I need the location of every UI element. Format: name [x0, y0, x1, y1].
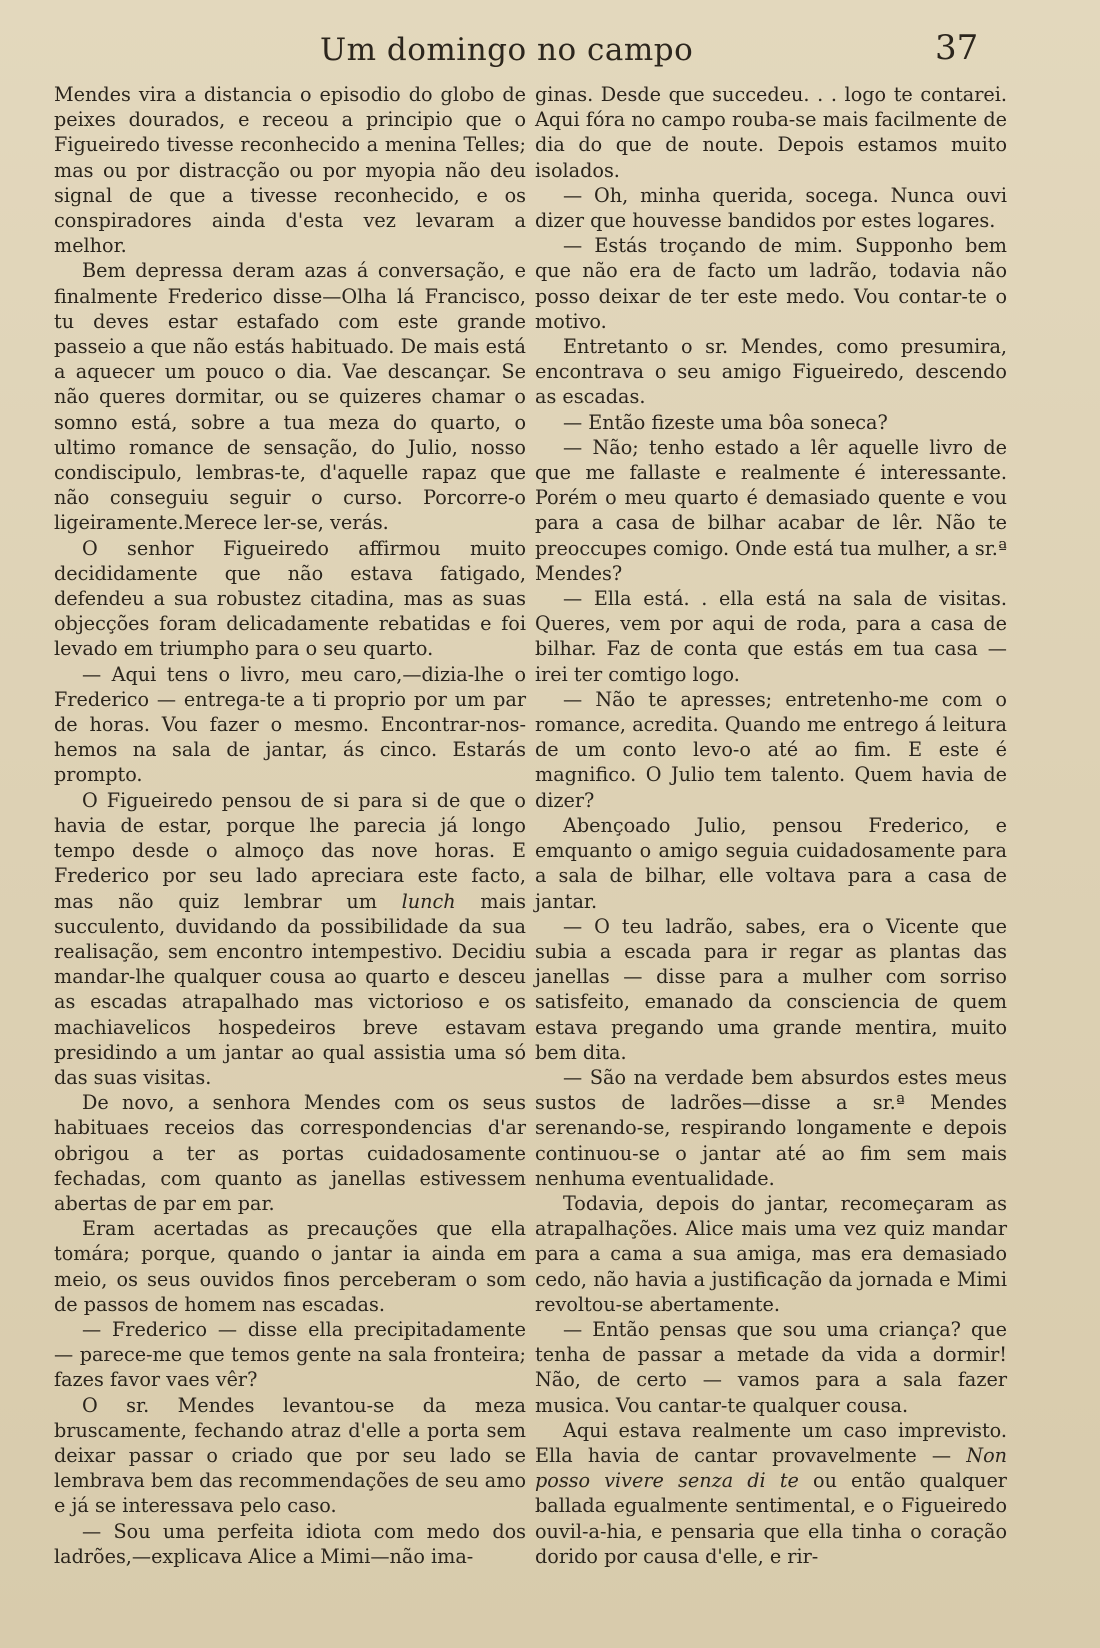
paragraph	[535, 183, 1007, 233]
paragraph-text: Mendes vira a distancia o episodio do globo de peixes dourados, e receou a principio que o Figueiredo tivesse reconhecido a menina Telles; mas ou por distracção ou por myopia não deu signal de que a tivesse reconhecido, e os conspiradores ainda d'esta vez levaram a melhor.	[54, 83, 526, 258]
paragraph-text: Todavia, depois do jantar, recomeçaram as atrapalhações. Alice mais uma vez quiz mandar para a cama a sua amiga, mas era demasiado cedo, não havia a justificação da jornada e Mimi revoltou-se abertamente.	[535, 1191, 1007, 1316]
paragraph	[535, 1191, 1007, 1317]
paragraph-text: — Oh, minha querida, socega. Nunca ouvi dizer que houvesse bandidos por estes logares.	[535, 183, 1007, 233]
paragraph	[535, 813, 1007, 914]
paragraph	[54, 82, 526, 258]
paragraph-text: — Frederico — disse ella precipitadamente — parece-me que temos gente na sala fronteira; fazes favor vaes vêr?	[54, 1317, 526, 1392]
left-column	[54, 82, 526, 1569]
paragraph-text: — O teu ladrão, sabes, era o Vicente que subia a escada para ir regar as plantas das janellas — disse para a mulher com sorriso satisfeito, emanado da consciencia de quem estava pregando uma grande mentira, muito bem dita.	[535, 914, 1007, 1064]
paragraph	[535, 82, 1007, 183]
paragraph-text: — Então pensas que sou uma criança? que tenha de passar a metade da vida a dormir! Não, de certo — vamos para a sala fazer musica. Vou cantar-te qualquer cousa.	[535, 1317, 1007, 1417]
paragraph	[535, 410, 1007, 435]
paragraph-text: — Sou uma perfeita idiota com medo dos ladrões,—explicava Alice a Mimi—não ima-	[54, 1519, 526, 1568]
paragraph	[54, 1393, 526, 1519]
paragraph	[535, 1317, 1007, 1418]
paragraph-text: Eram acertadas as precauções que ella tomára; porque, quando o jantar ia ainda em meio, os seus ouvidos finos perceberam o som de passos de homem nas escadas.	[54, 1217, 526, 1316]
page-number: 37	[935, 28, 979, 68]
paragraph-text: — Aqui tens o livro, meu caro,—dizia-lhe o Frederico — entrega-te a ti proprio por um par de horas. Vou fazer o mesmo. Encontrar-nos-hemos na sala de jantar, ás cinco. Estarás prompto.	[54, 662, 526, 787]
paragraph	[535, 1418, 1007, 1569]
paragraph-text: — São na verdade bem absurdos estes meus sustos de ladrões—disse a sr.ª Mendes serenando-se, respirando longamente e depois continuou-se o jantar até ao fim sem mais nenhuma eventualidade.	[535, 1065, 1007, 1190]
paragraph	[535, 687, 1007, 813]
paragraph	[535, 1065, 1007, 1191]
paragraph	[535, 586, 1007, 687]
paragraph-text: — Não; tenho estado a lêr aquelle livro de que me fallaste e realmente é interessante. Porém o meu quarto é demasiado quente e vou para a casa de bilhar acabar de lêr. Não te preoccupes comigo. Onde está tua mulher, a sr.ª Mendes?	[535, 435, 1007, 585]
paragraph-text: Entretanto o sr. Mendes, como presumira, encontrava o seu amigo Figueiredo, descendo as escadas.	[535, 335, 1007, 409]
italic-phrase: Non posso vivere senza di te	[535, 1443, 1007, 1493]
page-header	[0, 28, 1100, 78]
paragraph	[54, 258, 526, 535]
paragraph-text: — Não te apresses; entretenho-me com o romance, acredita. Quando me entrego á leitura de um conto levo-o até ao fim. E este é magnifico. O Julio tem talento. Quem havia de dizer?	[535, 687, 1007, 812]
paragraph	[535, 233, 1007, 334]
paragraph	[535, 334, 1007, 410]
paragraph-text: De novo, a senhora Mendes com os seus habituaes receios das correspondencias d'ar obrigou a ter as portas cuidadosamente fechadas, com quanto as janellas estivessem abertas de par em par.	[54, 1091, 526, 1215]
paragraph-text: O senhor Figueiredo affirmou muito decididamente que não estava fatigado, defendeu a sua robustez citadina, mas as suas objecções foram delicadamente rebatidas e foi levado em triumpho para o seu quarto.	[54, 536, 526, 661]
paragraph	[54, 788, 526, 1090]
paragraph-text-continued: ou então qualquer ballada egualmente sentimental, e o Figueiredo ouvil-a-hia, e pensaria que ella tinha o coração dorido por causa d'elle, e rir-	[535, 1469, 1007, 1568]
paragraph-text: — Estás troçando de mim. Supponho bem que não era de facto um ladrão, todavia não posso deixar de ter este medo. Vou contar-te o motivo.	[535, 234, 1007, 333]
paragraph	[535, 914, 1007, 1065]
paragraph	[54, 662, 526, 788]
paragraph-text: O sr. Mendes levantou-se da meza bruscamente, fechando atraz d'elle a porta sem deixar passar o criado que por seu lado se lembrava bem das recommendações de seu amo e já se interessava pelo caso.	[54, 1393, 526, 1518]
running-title: Um domingo no campo	[320, 32, 694, 68]
paragraph-text: Abençoado Julio, pensou Frederico, e emquanto o amigo seguia cuidadosamente para a sala de bilhar, elle voltava para a casa de jantar.	[535, 813, 1007, 913]
paragraph	[54, 1216, 526, 1317]
right-column	[535, 82, 1007, 1569]
paragraph-text: — Ella está. . ella está na sala de visitas. Queres, vem por aqui de roda, para a casa de bilhar. Faz de conta que estás em tua casa — irei ter comtigo logo.	[535, 587, 1007, 686]
italic-phrase: lunch	[401, 889, 456, 913]
paragraph	[54, 1519, 526, 1569]
paragraph	[54, 1317, 526, 1393]
paragraph	[535, 435, 1007, 586]
paragraph-text: — Então fizeste uma bôa soneca?	[563, 410, 888, 434]
paragraph-text: ginas. Desde que succedeu. . . logo te contarei. Aqui fóra no campo rouba-se mais facilmente de dia do que de noute. Depois estamos muito isolados.	[535, 83, 1007, 182]
paragraph-text: Aqui estava realmente um caso imprevisto. Ella havia de cantar provavelmente —	[535, 1418, 1007, 1467]
paragraph	[54, 536, 526, 662]
paragraph-text: O Figueiredo pensou de si para si de que o havia de estar, porque lhe parecia já longo tempo desde o almoço das nove horas. E Frederico por seu lado apreciara este facto, mas não quiz lembrar um	[54, 788, 526, 913]
paragraph-text-continued: mais succulento, duvidando da possibilidade da sua realisação, sem encontro intempestivo. Decidiu mandar-lhe qualquer cousa ao quarto e desceu as escadas atrapalhado mas victorioso e os machiavelicos hospedeiros breve estavam presidindo a um jantar ao qual assistia uma só das suas visitas.	[54, 889, 526, 1089]
paragraph	[54, 1090, 526, 1216]
paragraph-text: Bem depressa deram azas á conversação, e finalmente Frederico disse—Olha lá Francisco, tu deves estar estafado com este grande passeio a que não estás habituado. De mais está a aquecer um pouco o dia. Vae descançar. Se não queres dormitar, ou se quizeres chamar o somno está, sobre a tua meza do quarto, o ultimo romance de sensação, do Julio, nosso condiscipulo, lembras-te, d'aquelle rapaz que não conseguiu seguir o curso. Porcorre-o ligeiramente.Merece ler-se, verás.	[54, 259, 526, 535]
